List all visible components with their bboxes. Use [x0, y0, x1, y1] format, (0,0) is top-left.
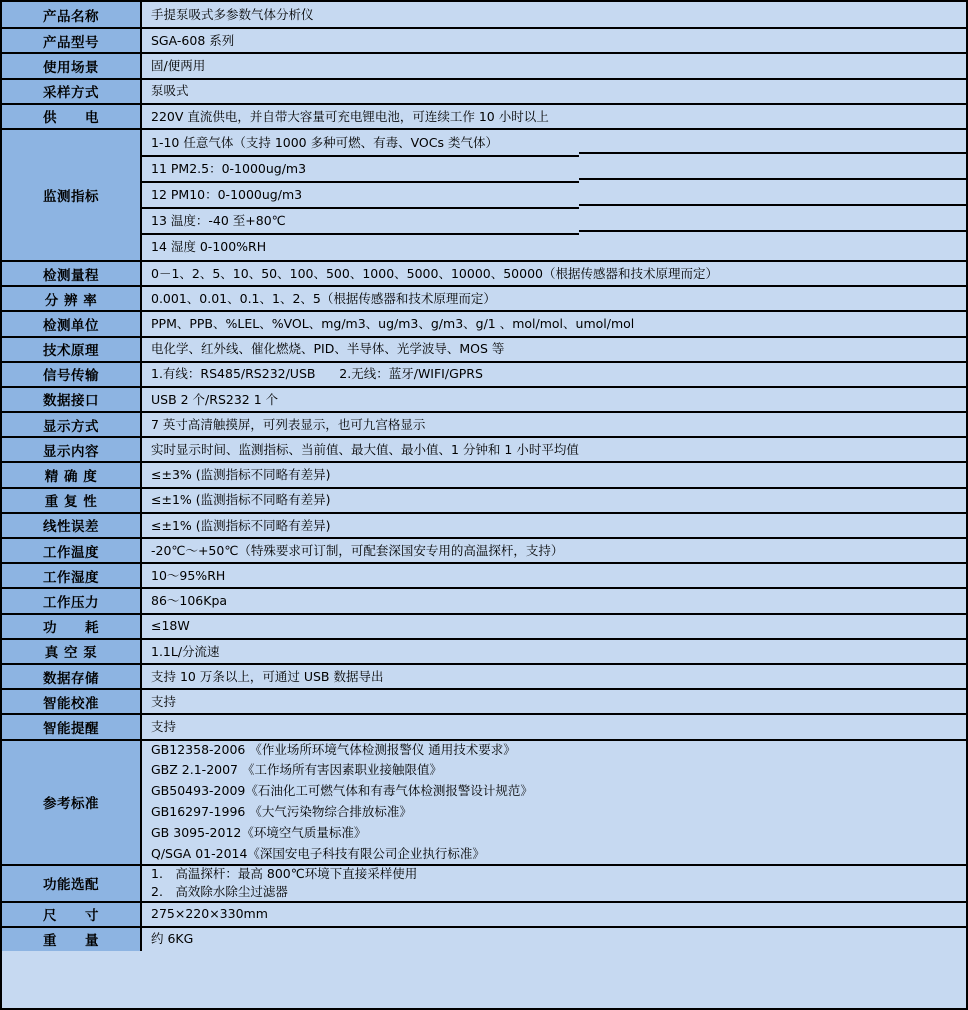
- row-value: 约 6KG: [142, 928, 966, 951]
- row-label: 精 确 度: [2, 463, 142, 486]
- value-line: GB50493-2009《石油化工可燃气体和有毒气体检测报警设计规范》: [151, 783, 533, 799]
- monitor-subrow: 1-10 任意气体（支持 1000 多种可燃、有毒、VOCs 类气体）: [142, 130, 966, 156]
- row-value: ≤±1% (监测指标不同略有差异): [142, 489, 966, 512]
- row-label: 工作压力: [2, 589, 142, 612]
- table-row: [2, 926, 966, 951]
- row-value: 1.有线：RS485/RS232/USB 2.无线：蓝牙/WIFI/GPRS: [142, 363, 966, 386]
- row-label: 真 空 泵: [2, 640, 142, 663]
- monitor-subrow: 14 湿度 0-100%RH: [151, 239, 267, 255]
- row-value: ≤±1% (监测指标不同略有差异): [142, 514, 966, 537]
- row-value: 220V 直流供电，并自带大容量可充电锂电池，可连续工作 10 小时以上: [142, 105, 966, 128]
- row-label: 功能选配: [2, 866, 142, 901]
- table-row: [2, 310, 966, 335]
- table-row: [2, 613, 966, 638]
- row-value: 0.001、0.01、0.1、1、2、5（根据传感器和技术原理而定）: [142, 287, 966, 310]
- row-label: 技术原理: [2, 338, 142, 361]
- row-label: 尺 寸: [2, 903, 142, 926]
- row-label: 采样方式: [2, 80, 142, 103]
- row-value: 支持 10 万条以上，可通过 USB 数据导出: [142, 665, 966, 688]
- table-row: [2, 2, 966, 27]
- row-value: 支持: [142, 690, 966, 713]
- row-value: 电化学、红外线、催化燃烧、PID、半导体、光学波导、MOS 等: [142, 338, 966, 361]
- row-value: 固/便两用: [142, 54, 966, 77]
- row-value: 泵吸式: [142, 80, 966, 103]
- row-label: 工作温度: [2, 539, 142, 562]
- row-value: 1.1L/分流速: [142, 640, 966, 663]
- table-row: [2, 638, 966, 663]
- row-value: 275×220×330mm: [142, 903, 966, 926]
- row-label: 数据接口: [2, 388, 142, 411]
- row-label: 智能提醒: [2, 715, 142, 738]
- row-label: 参考标准: [2, 741, 142, 864]
- table-row: [2, 27, 966, 52]
- row-label: 检测量程: [2, 262, 142, 285]
- row-value: ≤±3% (监测指标不同略有差异): [142, 463, 966, 486]
- value-line: GBZ 2.1-2007 《工作场所有害因素职业接触限值》: [151, 762, 442, 778]
- value-line: GB12358-2006 《作业场所环境气体检测报警仪 通用技术要求》: [151, 741, 516, 757]
- table-row: [2, 386, 966, 411]
- value-line: GB 3095-2012《环境空气质量标准》: [151, 824, 367, 840]
- row-label: 工作湿度: [2, 564, 142, 587]
- table-row: [2, 361, 966, 386]
- row-label: 供 电: [2, 105, 142, 128]
- row-label: 重 复 性: [2, 489, 142, 512]
- row-label: 功 耗: [2, 615, 142, 638]
- row-label: 显示内容: [2, 438, 142, 461]
- row-value: 7 英寸高清触摸屏，可列表显示，也可九宫格显示: [142, 413, 966, 436]
- table-row: [2, 78, 966, 103]
- row-value: 10～95%RH: [142, 564, 966, 587]
- row-label: 线性误差: [2, 514, 142, 537]
- table-row: [2, 52, 966, 77]
- table-row: [2, 512, 966, 537]
- row-value: USB 2 个/RS232 1 个: [142, 388, 966, 411]
- table-row: [2, 436, 966, 461]
- row-value: -20℃～+50℃（特殊要求可订制，可配套深国安专用的高温探杆，支持）: [142, 539, 966, 562]
- monitor-subrow: 11 PM2.5：0-1000ug/m3: [142, 156, 966, 182]
- table-row: [2, 864, 966, 901]
- row-value: SGA-608 系列: [142, 29, 966, 52]
- table-row: [2, 285, 966, 310]
- monitor-subrow: 13 温度：-40 至+80℃: [142, 208, 966, 234]
- row-label: 分 辨 率: [2, 287, 142, 310]
- row-label: 数据存储: [2, 665, 142, 688]
- row-value: 实时显示时间、监测指标、当前值、最大值、最小值、1 分钟和 1 小时平均值: [142, 438, 966, 461]
- table-row: [2, 411, 966, 436]
- table-row: [2, 739, 966, 864]
- table-row: [2, 103, 966, 128]
- row-value-group: [142, 130, 966, 260]
- table-row: [2, 713, 966, 738]
- table-row: [2, 587, 966, 612]
- table-row: [2, 663, 966, 688]
- table-row: [2, 260, 966, 285]
- table-row: [2, 901, 966, 926]
- row-label: 显示方式: [2, 413, 142, 436]
- value-line: Q/SGA 01-2014《深国安电子科技有限公司企业执行标准》: [151, 845, 485, 861]
- row-label: 使用场景: [2, 54, 142, 77]
- value-line: GB16297-1996 《大气污染物综合排放标准》: [151, 804, 412, 819]
- row-label: 产品型号: [2, 29, 142, 52]
- value-line: 2. 高效除水除尘过滤器: [151, 884, 288, 899]
- row-value: 支持: [142, 715, 966, 738]
- row-label: 检测单位: [2, 312, 142, 335]
- row-label: 信号传输: [2, 363, 142, 386]
- table-row: [2, 562, 966, 587]
- row-value: [142, 866, 966, 901]
- row-value: 手提泵吸式多参数气体分析仪: [142, 2, 966, 27]
- row-value: [142, 741, 966, 864]
- table-row: [2, 336, 966, 361]
- row-value: ≤18W: [142, 615, 966, 638]
- row-label: 监测指标: [2, 130, 142, 260]
- row-label: 产品名称: [2, 2, 142, 27]
- row-label: 智能校准: [2, 690, 142, 713]
- table-row: [2, 487, 966, 512]
- table-row: [2, 461, 966, 486]
- row-label: 重 量: [2, 928, 142, 951]
- table-row: [2, 128, 966, 260]
- monitor-subrow: 12 PM10：0-1000ug/m3: [142, 182, 966, 208]
- row-value: 0－1、2、5、10、50、100、500、1000、5000、10000、50000（根据传感器和技术原理而定）: [142, 262, 966, 285]
- row-value: 86～106Kpa: [142, 589, 966, 612]
- value-line: 1. 高温探杆：最高 800℃环境下直接采样使用: [151, 865, 418, 881]
- table-row: [2, 537, 966, 562]
- table-row: [2, 688, 966, 713]
- row-value: PPM、PPB、%LEL、%VOL、mg/m3、ug/m3、g/m3、g/1 、mol/mol、umol/mol: [142, 312, 966, 335]
